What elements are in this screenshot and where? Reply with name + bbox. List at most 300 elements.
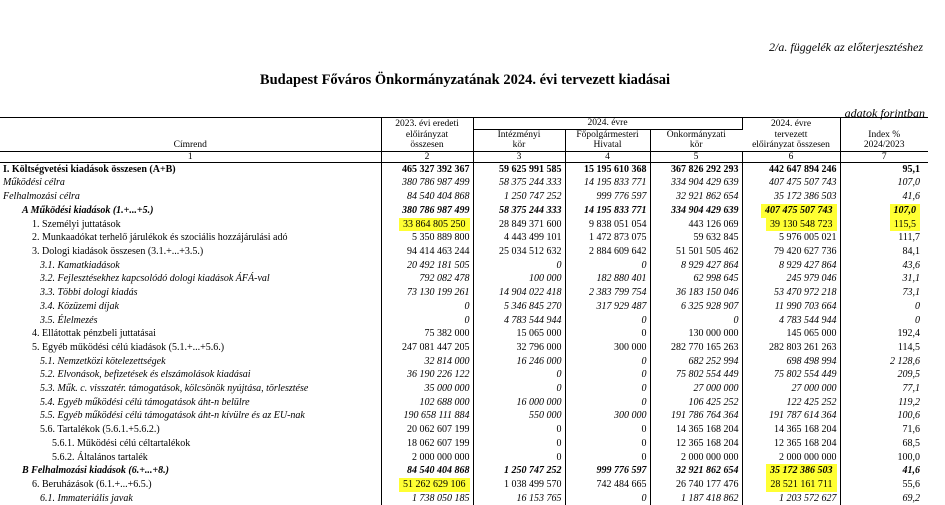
cell-text: 5.6.1. Működési célú céltartalékok: [52, 437, 191, 449]
value-2024-total: [742, 451, 840, 465]
value-2023-total: [381, 464, 473, 478]
value-index: [840, 327, 928, 341]
row-label: [0, 204, 381, 218]
table-row: [0, 176, 928, 190]
value-2024-mayors-office: [565, 423, 650, 437]
cell-text: 0: [464, 314, 470, 326]
value-index: [840, 245, 928, 259]
cell-text: 0: [733, 314, 739, 326]
value-2024-total: [742, 231, 840, 245]
value-2024-institutional: [473, 327, 565, 341]
cell-text: 33 864 805 250: [399, 218, 470, 232]
cell-text: 31,1: [902, 273, 920, 285]
row-label: [0, 355, 381, 369]
table-row: [0, 259, 928, 273]
row-label: [0, 272, 381, 286]
cell-text: 1 472 873 075: [589, 232, 647, 244]
value-2023-total: [381, 231, 473, 245]
cell-text: 334 904 429 639: [671, 177, 739, 189]
cell-text: 6 325 928 907: [681, 300, 739, 312]
value-index: [840, 272, 928, 286]
cell-text: 407 475 507 743: [761, 204, 837, 218]
cell-text: 0: [556, 424, 562, 436]
cell-text: 742 484 665: [596, 478, 647, 490]
cell-text: 75 382 000: [424, 328, 470, 340]
cell-text: 2 000 000 000: [681, 451, 739, 463]
cell-text: 0: [556, 451, 562, 463]
row-label: [0, 409, 381, 423]
value-2024-institutional: [473, 259, 565, 273]
cell-text: 59 625 991 585: [499, 163, 562, 175]
cell-text: 245 979 046: [786, 273, 837, 285]
value-2024-municipal: [650, 492, 742, 505]
cell-text: 75 802 554 449: [774, 369, 837, 381]
row-label: [0, 327, 381, 341]
cell-text: 73,1: [902, 287, 920, 299]
table-row: [0, 272, 928, 286]
cell-text: 442 647 894 246: [769, 163, 837, 175]
cell-text: 1. Személyi juttatások: [32, 218, 121, 230]
cell-text: 145 065 000: [786, 328, 837, 340]
value-2024-total: [742, 245, 840, 259]
value-2024-mayors-office: [565, 464, 650, 478]
cell-text: 41,6: [902, 191, 920, 203]
value-2024-institutional: [473, 464, 565, 478]
value-index: [840, 286, 928, 300]
value-2024-municipal: [650, 478, 742, 492]
cell-text: 209,5: [897, 369, 920, 381]
value-2024-mayors-office: [565, 176, 650, 190]
value-2024-institutional: [473, 286, 565, 300]
row-label: [0, 451, 381, 465]
value-2023-total: [381, 492, 473, 505]
cell-text: 8 929 427 864: [681, 259, 739, 271]
value-2024-mayors-office: [565, 437, 650, 451]
cell-text: 0: [641, 328, 647, 340]
col-header-2023: 2023. évi eredeti előirányzat összesen: [381, 118, 473, 152]
table-row: [0, 437, 928, 451]
cell-text: 334 904 429 639: [671, 204, 739, 216]
row-label: [0, 396, 381, 410]
value-2024-total: [742, 176, 840, 190]
cell-text: 191 787 614 364: [769, 410, 837, 422]
table-row: [0, 286, 928, 300]
value-index: [840, 355, 928, 369]
cell-text: 6.1. Immateriális javak: [40, 492, 133, 504]
cell-text: 32 921 862 654: [676, 465, 739, 477]
appendix-reference: 2/a. függelék az előterjesztéshez: [769, 40, 923, 54]
cell-text: 0: [641, 451, 647, 463]
value-2024-municipal: [650, 218, 742, 232]
cell-text: 69,2: [902, 492, 920, 504]
cell-text: 2 000 000 000: [412, 451, 470, 463]
value-2024-mayors-office: [565, 451, 650, 465]
cell-text: 698 498 994: [786, 355, 837, 367]
unit-note: adatok forintban: [844, 106, 925, 120]
value-2024-mayors-office: [565, 300, 650, 314]
cell-text: 14 365 168 204: [774, 424, 837, 436]
value-index: [840, 464, 928, 478]
value-2023-total: [381, 286, 473, 300]
value-index: [840, 300, 928, 314]
col-index: 6: [742, 151, 840, 162]
value-2024-institutional: [473, 300, 565, 314]
cell-text: 100,6: [897, 410, 920, 422]
value-index: [840, 409, 928, 423]
table-row: [0, 396, 928, 410]
cell-text: 107,0: [897, 177, 920, 189]
cell-text: 106 425 252: [688, 396, 739, 408]
value-2024-total: [742, 396, 840, 410]
cell-text: 367 826 292 293: [671, 163, 739, 175]
value-2024-mayors-office: [565, 286, 650, 300]
cell-text: 84 540 404 868: [407, 191, 470, 203]
column-index-row: [0, 151, 928, 162]
cell-text: 41,6: [902, 465, 920, 477]
cell-text: 15 065 000: [516, 328, 562, 340]
cell-text: 282 803 261 263: [769, 341, 837, 353]
cell-text: 1 203 572 627: [779, 492, 837, 504]
cell-text: 792 082 478: [419, 273, 470, 285]
table-row: [0, 355, 928, 369]
cell-text: 3.5. Élelmezés: [40, 314, 98, 326]
value-2024-municipal: [650, 176, 742, 190]
cell-text: 15 195 610 368: [584, 163, 647, 175]
value-2024-municipal: [650, 314, 742, 328]
value-2024-mayors-office: [565, 204, 650, 218]
cell-text: 43,6: [902, 259, 920, 271]
table-row: [0, 341, 928, 355]
value-2024-municipal: [650, 162, 742, 176]
cell-text: 4 783 544 944: [504, 314, 562, 326]
value-2023-total: [381, 327, 473, 341]
cell-text: 6. Beruházások (6.1.+...+6.5.): [32, 478, 152, 490]
value-2024-municipal: [650, 382, 742, 396]
cell-text: 0: [556, 437, 562, 449]
value-2024-mayors-office: [565, 341, 650, 355]
value-2024-institutional: [473, 204, 565, 218]
cell-text: 0: [641, 259, 647, 271]
cell-text: 95,1: [902, 163, 920, 175]
document-title: Budapest Főváros Önkormányzatának 2024. évi tervezett kiadásai: [259, 72, 671, 88]
value-2024-institutional: [473, 451, 565, 465]
cell-text: 51 262 629 106: [399, 478, 470, 492]
row-label: [0, 300, 381, 314]
cell-text: 0: [641, 314, 647, 326]
cell-text: 1 187 418 862: [681, 492, 739, 504]
row-label: [0, 218, 381, 232]
cell-text: 465 327 392 367: [402, 163, 470, 175]
value-2024-mayors-office: [565, 409, 650, 423]
value-2024-institutional: [473, 218, 565, 232]
row-label: [0, 286, 381, 300]
value-2024-municipal: [650, 272, 742, 286]
row-label: [0, 464, 381, 478]
value-2024-municipal: [650, 245, 742, 259]
table-body: [0, 162, 928, 505]
cell-text: 12 365 168 204: [676, 437, 739, 449]
col-index: 2: [381, 151, 473, 162]
cell-text: 550 000: [529, 410, 562, 422]
value-2024-municipal: [650, 341, 742, 355]
value-2024-mayors-office: [565, 492, 650, 505]
value-index: [840, 396, 928, 410]
value-2024-institutional: [473, 492, 565, 505]
value-2024-mayors-office: [565, 478, 650, 492]
value-2023-total: [381, 190, 473, 204]
cell-text: 300 000: [614, 341, 647, 353]
row-label: [0, 176, 381, 190]
cell-text: 25 034 512 632: [499, 246, 562, 257]
value-2023-total: [381, 162, 473, 176]
value-2023-total: [381, 423, 473, 437]
value-index: [840, 259, 928, 273]
cell-text: 16 153 765: [516, 492, 562, 504]
col-index: 4: [565, 151, 650, 162]
value-2024-municipal: [650, 286, 742, 300]
header-row: [0, 118, 928, 130]
value-2023-total: [381, 259, 473, 273]
value-2024-mayors-office: [565, 162, 650, 176]
cell-text: B Felhalmozási kiadások (6.+...+8.): [22, 465, 169, 477]
value-2023-total: [381, 451, 473, 465]
row-label: [0, 341, 381, 355]
cell-text: 2. Munkaadókat terhelő járulékok és szociális hozzájárulási adó: [32, 232, 288, 244]
value-2024-municipal: [650, 451, 742, 465]
value-2023-total: [381, 204, 473, 218]
cell-text: 16 000 000: [516, 396, 562, 408]
value-2024-total: [742, 162, 840, 176]
cell-text: 35 000 000: [424, 383, 470, 395]
cell-text: 3.1. Kamatkiadások: [40, 259, 120, 271]
cell-text: 5.3. Műk. c. visszatér. támogatások, kölcsönök nyújtása, törlesztése: [40, 383, 309, 395]
value-2024-mayors-office: [565, 272, 650, 286]
cell-text: 9 838 051 054: [589, 218, 647, 230]
cell-text: 100,0: [897, 451, 920, 463]
table-row: [0, 327, 928, 341]
table-row: [0, 478, 928, 492]
col-header-intezmenyi: Intézményi kör: [473, 129, 565, 151]
cell-text: 84,1: [902, 246, 920, 257]
cell-text: 71,6: [902, 424, 920, 436]
cell-text: 58 375 244 333: [499, 204, 562, 216]
cell-text: 2 128,6: [890, 355, 920, 367]
cell-text: 0: [641, 492, 647, 504]
cell-text: 0: [915, 314, 920, 326]
table-row: [0, 382, 928, 396]
cell-text: 3.3. Többi dologi kiadás: [40, 287, 138, 299]
cell-text: 2 000 000 000: [779, 451, 837, 463]
value-2024-total: [742, 272, 840, 286]
value-index: [840, 176, 928, 190]
table-row: [0, 300, 928, 314]
value-2024-institutional: [473, 162, 565, 176]
col-index: 5: [650, 151, 742, 162]
value-2023-total: [381, 382, 473, 396]
row-label: [0, 231, 381, 245]
cell-text: 182 880 401: [596, 273, 647, 285]
value-index: [840, 478, 928, 492]
cell-text: 14 365 168 204: [676, 424, 739, 436]
cell-text: 32 814 000: [424, 355, 470, 367]
cell-text: 4 783 544 944: [779, 314, 837, 326]
value-2024-total: [742, 382, 840, 396]
cell-text: 999 776 597: [596, 191, 647, 203]
col-header-cimrend: Címrend: [0, 118, 381, 152]
value-index: [840, 492, 928, 505]
value-2024-municipal: [650, 190, 742, 204]
cell-text: A Működési kiadások (1.+...+5.): [22, 204, 154, 216]
value-2024-mayors-office: [565, 327, 650, 341]
row-label: [0, 492, 381, 505]
table-row: [0, 492, 928, 505]
cell-text: 1 250 747 252: [504, 191, 562, 203]
value-2024-institutional: [473, 423, 565, 437]
cell-text: 32 796 000: [516, 341, 562, 353]
value-2023-total: [381, 437, 473, 451]
table-row: [0, 314, 928, 328]
value-2023-total: [381, 176, 473, 190]
cell-text: 11 990 703 664: [774, 300, 837, 312]
value-2024-institutional: [473, 382, 565, 396]
cell-text: 247 081 447 205: [402, 341, 470, 353]
table-row: [0, 190, 928, 204]
table-row: [0, 464, 928, 478]
cell-text: 5.6. Tartalékok (5.6.1.+5.6.2.): [40, 424, 160, 436]
cell-text: 1 738 050 185: [412, 492, 470, 504]
cell-text: 3.4. Közüzemi díjak: [40, 300, 119, 312]
cell-text: Felhalmozási célra: [3, 191, 80, 203]
value-2024-institutional: [473, 231, 565, 245]
col-header-index: Index % 2024/2023: [840, 118, 928, 152]
cell-text: 26 740 177 476: [676, 478, 739, 490]
cell-text: 122 425 252: [786, 396, 837, 408]
row-label: [0, 245, 381, 259]
value-2024-total: [742, 409, 840, 423]
cell-text: 5. Egyéb működési célú kiadások (5.1.+...+5.6.): [32, 341, 225, 353]
value-2024-mayors-office: [565, 245, 650, 259]
table-row: [0, 231, 928, 245]
value-2024-municipal: [650, 423, 742, 437]
cell-text: 14 195 833 771: [584, 177, 647, 189]
cell-text: 5.1. Nemzetközi kötelezettségek: [40, 355, 166, 367]
value-2024-mayors-office: [565, 396, 650, 410]
value-2024-institutional: [473, 341, 565, 355]
value-2023-total: [381, 314, 473, 328]
value-2024-mayors-office: [565, 382, 650, 396]
cell-text: 682 252 994: [688, 355, 739, 367]
value-2024-municipal: [650, 409, 742, 423]
value-2024-institutional: [473, 437, 565, 451]
value-2024-total: [742, 327, 840, 341]
cell-text: 1 038 499 570: [504, 478, 562, 490]
value-2024-institutional: [473, 272, 565, 286]
value-2024-total: [742, 286, 840, 300]
value-2024-municipal: [650, 231, 742, 245]
cell-text: 36 183 150 046: [676, 287, 739, 299]
value-2024-total: [742, 204, 840, 218]
cell-text: 0: [641, 424, 647, 436]
value-2023-total: [381, 478, 473, 492]
cell-text: 5 350 889 800: [412, 232, 470, 244]
value-2024-total: [742, 218, 840, 232]
cell-text: 317 929 487: [596, 300, 647, 312]
cell-text: 191 786 764 364: [671, 410, 739, 422]
cell-text: 77,1: [902, 383, 920, 395]
value-2024-institutional: [473, 409, 565, 423]
cell-text: 35 172 386 503: [774, 191, 837, 203]
col-index: 3: [473, 151, 565, 162]
cell-text: 2 884 609 642: [589, 246, 647, 257]
value-2024-total: [742, 259, 840, 273]
cell-text: 58 375 244 333: [499, 177, 562, 189]
cell-text: 2 383 799 754: [589, 287, 647, 299]
cell-text: 39 130 548 723: [766, 218, 837, 232]
cell-text: 0: [915, 300, 920, 312]
table-row: [0, 245, 928, 259]
cell-text: 5 976 005 021: [779, 232, 837, 244]
cell-text: 119,2: [898, 396, 920, 408]
cell-text: 16 246 000: [516, 355, 562, 367]
value-2024-mayors-office: [565, 314, 650, 328]
row-label: [0, 437, 381, 451]
cell-text: 62 998 645: [693, 273, 739, 285]
value-index: [840, 190, 928, 204]
value-2024-mayors-office: [565, 355, 650, 369]
table-row: [0, 162, 928, 176]
value-2024-mayors-office: [565, 368, 650, 382]
value-2024-mayors-office: [565, 190, 650, 204]
cell-text: 27 000 000: [791, 383, 837, 395]
cell-text: 4 443 499 101: [504, 232, 562, 244]
cell-text: 94 414 463 244: [407, 246, 470, 257]
table-row: [0, 423, 928, 437]
cell-text: 111,7: [898, 232, 920, 244]
value-2024-total: [742, 190, 840, 204]
cell-text: 300 000: [614, 410, 647, 422]
value-2024-municipal: [650, 396, 742, 410]
cell-text: 5.4. Egyéb működési célú támogatások áht-n belülre: [40, 396, 250, 408]
cell-text: 190 658 111 884: [403, 410, 470, 422]
cell-text: 18 062 607 199: [407, 437, 470, 449]
cell-text: 3.2. Fejlesztésekhez kapcsolódó dologi kiadások ÁFÁ-val: [40, 273, 270, 285]
cell-text: 3. Dologi kiadások összesen (3.1.+...+3.5.): [32, 246, 204, 257]
col-header-group-2024: 2024. évre: [473, 118, 742, 130]
cell-text: 55,6: [902, 478, 920, 490]
cell-text: 14 904 022 418: [499, 287, 562, 299]
row-label: [0, 423, 381, 437]
cell-text: 28 521 161 711: [766, 478, 836, 492]
cell-text: 115,5: [890, 218, 920, 232]
value-2024-total: [742, 464, 840, 478]
value-2024-institutional: [473, 176, 565, 190]
row-label: [0, 314, 381, 328]
cell-text: 51 501 505 462: [676, 246, 739, 257]
cell-text: 0: [641, 396, 647, 408]
table-row: [0, 218, 928, 232]
cell-text: 5.2. Elvonások, befizetések és elszámolások kiadásai: [40, 369, 251, 381]
value-2024-municipal: [650, 355, 742, 369]
value-2024-total: [742, 423, 840, 437]
value-2024-mayors-office: [565, 218, 650, 232]
table-row: [0, 409, 928, 423]
value-2024-institutional: [473, 190, 565, 204]
value-index: [840, 368, 928, 382]
cell-text: 73 130 199 261: [407, 287, 470, 299]
row-label: [0, 162, 381, 176]
value-2023-total: [381, 355, 473, 369]
value-2024-institutional: [473, 355, 565, 369]
